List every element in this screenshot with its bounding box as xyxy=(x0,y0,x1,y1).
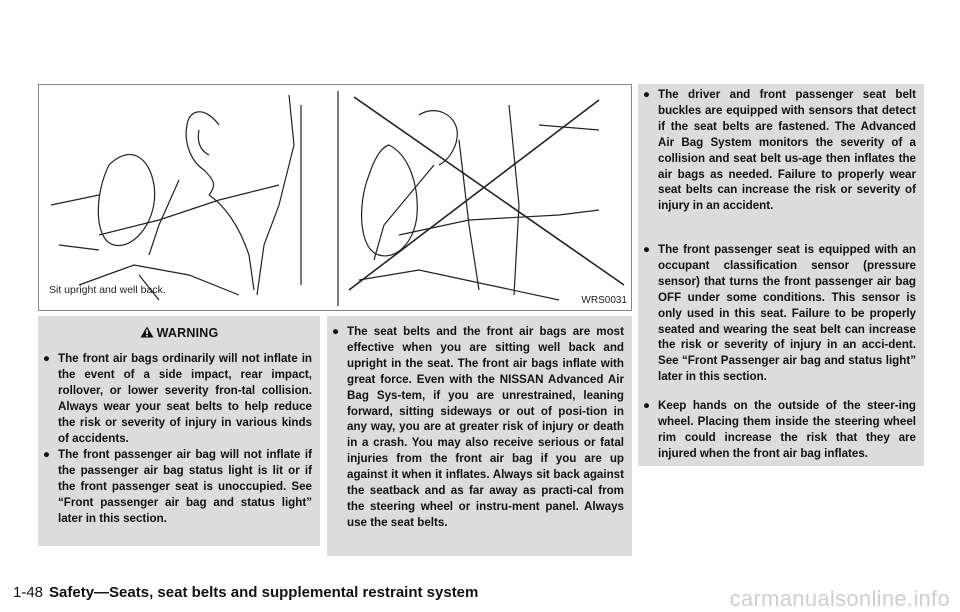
page-footer xyxy=(13,584,478,601)
warning-label: WARNING xyxy=(156,326,219,340)
list-item xyxy=(332,324,624,531)
warning-box-continued xyxy=(327,316,632,556)
page-number: 1-48 xyxy=(13,584,44,601)
bullet: ● xyxy=(43,352,51,365)
list-item xyxy=(643,242,916,385)
list-item-text: The seat belts and the front air bags are most effective when you are sitting well back and upright in the seat. The front air bags inflate with great force. Even with the NISSAN Advanced Air Bag Sys-tem, if you are unrestrained, leaning forward, sitting sideways or out of posi-tion in any way, you are at greater risk of injury or death in a crash. You may also receive serious or fatal injuries from the front air bag if you are up against it when it inflates. Always sit back against the seatback and as far away as practi-cal from the steering wheel or instru-ment panel. Always use the seat belts. xyxy=(347,325,624,529)
bullet: ● xyxy=(43,448,51,461)
watermark: carmanualsonline.info xyxy=(729,586,950,611)
warning-box-right xyxy=(638,84,924,466)
list-item-text: The front air bags ordinarily will not inflate in the event of a side impact, rear impact, rollover, or lower severity fron-tal collision. Always wear your seat belts to help reduce the risk or severity of injury in various kinds of accidents. xyxy=(58,352,312,445)
bullet: ● xyxy=(643,88,651,101)
bullet: ● xyxy=(643,243,651,256)
list-item-text: The front passenger air bag will not inflate if the passenger air bag status light is lit or if the front passenger seat is unoccupied. See “Front passenger air bag and status light” later in this section. xyxy=(58,448,312,525)
illustration xyxy=(38,84,632,311)
list-item-text: The front passenger seat is equipped with an occupant classification sensor (pressure sensor) that turns the front passenger air bag OFF under some conditions. This sensor is only used in this seat. Failure to be properly seated and wearing the seat belt can increase the risk or severity of injury in an acci-dent. See “Front Passenger air bag and status light” later in this section. xyxy=(658,243,916,384)
list-item xyxy=(43,447,312,527)
warning-triangle-icon xyxy=(140,326,154,338)
section-title: Safety—Seats, seat belts and supplemental restraint system xyxy=(49,584,479,601)
warning-box xyxy=(38,316,320,546)
list-item-text: The driver and front passenger seat belt buckles are equipped with sensors that detect if the seat belts are fastened. The Advanced Air Bag System monitors the severity of a collision and seat belt us-age then inflates the air bags as needed. Failure to properly wear seat belts can increase the risk or severity of injury in an accident. xyxy=(658,88,916,213)
bullet: ● xyxy=(643,399,651,412)
list-item xyxy=(43,351,312,446)
list-item xyxy=(643,87,916,214)
bullet: ● xyxy=(332,325,340,338)
seating-illustration xyxy=(39,85,633,312)
figure-code: WRS0031 xyxy=(581,295,627,306)
list-item-text: Keep hands on the outside of the steer-ing wheel. Placing them inside the steering wheel rim could increase the risk that they are injured when the front air bag inflates. xyxy=(658,399,916,460)
figure-caption: Sit upright and well back. xyxy=(49,284,166,296)
warning-heading xyxy=(38,326,320,340)
list-item xyxy=(643,398,916,462)
